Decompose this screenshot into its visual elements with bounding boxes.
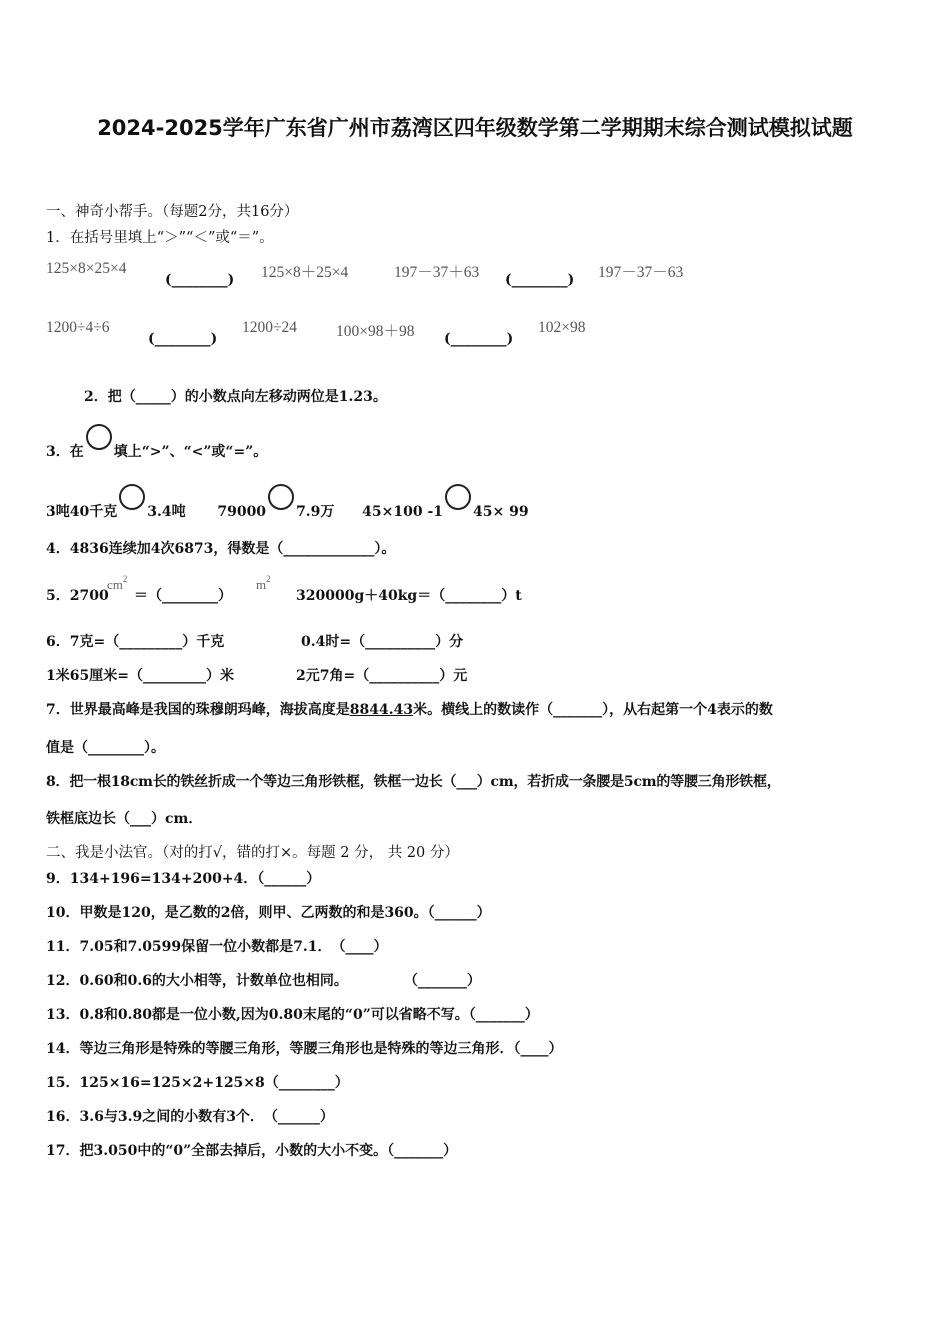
page-title: 2024-2025学年广东省广州市荔湾区四年级数学第二学期期末综合测试模拟试题 — [97, 116, 853, 140]
q3-item1-right: 3.4吨 — [147, 504, 186, 520]
q1-r1-expr2: 125×8＋25×4 — [261, 264, 349, 281]
q7-line1 — [46, 700, 773, 720]
q5-part-a: 5．2700 — [46, 588, 109, 604]
q1-r2-expr2: 1200÷24 — [242, 319, 298, 336]
q3-item1-left: 3吨40千克 — [46, 504, 118, 520]
q1-r1-expr1: 125×8×25×4 — [46, 260, 127, 277]
q1-stem: 1．在括号里填上“＞”“＜”或“＝”。 — [46, 230, 274, 246]
q2: 2．把（_____）的小数点向左移动两位是1.23。 — [84, 389, 387, 405]
judge-item-11: 11．7.05和7.0599保留一位小数都是7.1． （____） — [46, 939, 388, 955]
q7-text-b: 米。横线上的数读作（_______），从右起第一个4表示的数 — [413, 702, 773, 718]
q1-r1-blank1[interactable]: (________) — [165, 272, 235, 288]
q6-line1-b: 0.4时=（__________）分 — [301, 634, 464, 650]
section2-heading: 二、我是小法官。（对的打√，错的打×。每题 2 分， 共 20 分） — [46, 845, 459, 861]
judge-item-12: 12．0.60和0.6的大小相等，计数单位也相同。 （_______） — [46, 973, 481, 989]
q6-line2-a: 1米65厘米=（_________）米 — [46, 668, 234, 684]
q3-stem-a: 3．在 — [46, 444, 84, 460]
q4: 4．4836连续加4次6873，得数是（_____________）。 — [46, 541, 396, 557]
judge-item-15: 15．125×16=125×2+125×8（________） — [46, 1075, 349, 1091]
q3-item3-right: 45× 99 — [473, 504, 529, 520]
compare-circle-2[interactable] — [268, 484, 294, 510]
section1-heading: 一、神奇小帮手。（每题2分，共16分） — [46, 204, 299, 220]
q1-r2-blank1[interactable]: (________) — [148, 331, 218, 347]
judge-item-14: 14．等边三角形是特殊的等腰三角形，等腰三角形也是特殊的等边三角形．（____） — [46, 1041, 563, 1057]
q5-part-c: 320000g＋40kg＝（________）t — [296, 588, 522, 604]
q6-line2-b: 2元7角=（__________）元 — [296, 668, 468, 684]
q8-line1: 8．把一根18cm长的铁丝折成一个等边三角形铁框，铁框一边长（___）cm，若折成一条腰是5cm的等腰三角形铁框， — [46, 774, 781, 790]
circle-icon — [86, 424, 112, 450]
q3-stem — [46, 432, 267, 462]
q1-r1-expr4: 197－37－63 — [598, 264, 684, 281]
q1-r2-expr3: 100×98＋98 — [336, 323, 415, 340]
compare-circle-1[interactable] — [119, 484, 145, 510]
q3-item2-right: 7.9万 — [296, 504, 335, 520]
q1-r2-expr4: 102×98 — [538, 319, 586, 336]
q3-stem-b: 填上“>”、“<”或“=”。 — [113, 444, 268, 460]
q7-number: 8844.43 — [349, 702, 414, 718]
q5-unit2: $m^2$ — [256, 574, 271, 592]
q1-r1-blank2[interactable]: (________) — [505, 272, 575, 288]
q1-r1-expr3: 197－37＋63 — [394, 264, 480, 281]
q5-part-b: ＝（________） — [134, 588, 232, 604]
q3-items — [46, 492, 529, 522]
q3-item3-left: 45×100 -1 — [362, 504, 444, 520]
q1-r2-blank2[interactable]: (________) — [444, 331, 514, 347]
compare-circle-3[interactable] — [445, 484, 471, 510]
q8-line2: 铁框底边长（___）cm． — [46, 811, 203, 827]
q7-line2: 值是（________）。 — [46, 740, 165, 756]
judge-item-10: 10．甲数是120，是乙数的2倍，则甲、乙两数的和是360。（______） — [46, 905, 491, 921]
judge-item-9: 9．134+196=134+200+4．（______） — [46, 871, 321, 887]
q5-unit1: $cm^2$ — [107, 574, 128, 592]
q7-text-a: 7．世界最高峰是我国的珠穆朗玛峰，海拔高度是 — [46, 702, 350, 718]
judge-item-16: 16．3.6与3.9之间的小数有3个． （______） — [46, 1109, 334, 1125]
q6-line1-a: 6．7克=（_________）千克 — [46, 634, 225, 650]
judge-item-17: 17．把3.050中的“0”全部去掉后，小数的大小不变。（_______） — [46, 1143, 458, 1159]
q3-item2-left: 79000 — [217, 504, 267, 520]
q1-r2-expr1: 1200÷4÷6 — [46, 319, 110, 336]
judge-item-13: 13．0.8和0.80都是一位小数,因为0.80末尾的“0”可以省略不写。（_______） — [46, 1007, 539, 1023]
